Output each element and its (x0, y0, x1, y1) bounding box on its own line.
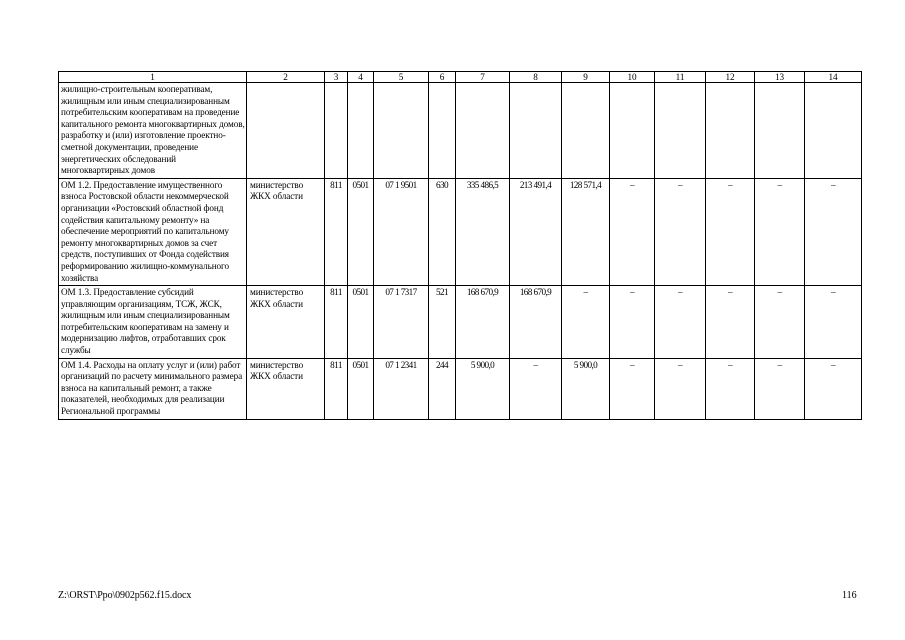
table-cell: – (562, 286, 610, 359)
table-cell: 630 (429, 178, 456, 285)
table-cell (805, 83, 862, 179)
column-header: 10 (610, 72, 655, 83)
column-header: 5 (374, 72, 429, 83)
table-cell: – (610, 358, 655, 419)
table-cell (755, 83, 805, 179)
table-cell: – (655, 178, 706, 285)
column-header: 11 (655, 72, 706, 83)
table-cell: 0501 (348, 178, 374, 285)
column-header: 14 (805, 72, 862, 83)
table-cell: – (755, 358, 805, 419)
responsible-executor: министерство ЖКХ области (247, 358, 325, 419)
column-header: 13 (755, 72, 805, 83)
column-header: 4 (348, 72, 374, 83)
table-cell: 811 (325, 358, 348, 419)
table-cell: – (805, 358, 862, 419)
column-header: 9 (562, 72, 610, 83)
table-cell (562, 83, 610, 179)
table-cell: 811 (325, 286, 348, 359)
table-row (59, 178, 862, 285)
file-path: Z:\ORST\Ppo\0902p562.f15.docx (58, 590, 192, 601)
table-cell: – (755, 286, 805, 359)
table-cell: – (706, 286, 755, 359)
table-cell (348, 83, 374, 179)
table-cell: – (655, 358, 706, 419)
table-cell: – (755, 178, 805, 285)
measure-description: ОМ 1.4. Расходы на оплату услуг и (или) работ организаций по расчету минимального размера взноса на капитальный ремонт, а также показателей, необходимых для реализации Региональной программы (59, 358, 247, 419)
table-cell: 07 1 7317 (374, 286, 429, 359)
table-cell: 0501 (348, 358, 374, 419)
table-cell: 07 1 9501 (374, 178, 429, 285)
measure-description: ОМ 1.2. Предоставление имущественного взноса Ростовской области некоммерческой организации «Ростовский областной фонд содействия капитальному ремонту» на обеспечение мероприятий по капитальному ремонту многоквартирных домов за счет средств, поступивших от Фонда содействия реформированию жилищно-коммунального хозяйства (59, 178, 247, 285)
table-cell: 213 491,4 (510, 178, 562, 285)
table-cell: 07 1 2341 (374, 358, 429, 419)
budget-table (58, 71, 862, 420)
table-cell: – (706, 178, 755, 285)
table-cell: – (805, 286, 862, 359)
table-row (59, 358, 862, 419)
table-cell: – (610, 178, 655, 285)
column-header: 2 (247, 72, 325, 83)
table-cell (655, 83, 706, 179)
table-cell (325, 83, 348, 179)
responsible-executor: министерство ЖКХ области (247, 286, 325, 359)
column-header: 6 (429, 72, 456, 83)
table-cell (456, 83, 510, 179)
table-cell (429, 83, 456, 179)
page-number: 116 (842, 590, 857, 601)
table-cell (610, 83, 655, 179)
table-cell: – (610, 286, 655, 359)
table-cell: 811 (325, 178, 348, 285)
responsible-executor: министерство ЖКХ области (247, 178, 325, 285)
table-row (59, 83, 862, 179)
table-row (59, 286, 862, 359)
responsible-executor (247, 83, 325, 179)
table-cell: 168 670,9 (456, 286, 510, 359)
table-cell: 244 (429, 358, 456, 419)
table-cell (706, 83, 755, 179)
column-header: 3 (325, 72, 348, 83)
table-cell: – (706, 358, 755, 419)
measure-description: жилищно-строительным кооперативам, жилищным или иным специализированным потребительским кооперативам на проведение капитального ремонта многоквартирных домов, разработку и (или) изготовление проектно-сметной документации, проведение энергетических обследований многоквартирных домов (59, 83, 247, 179)
column-header: 7 (456, 72, 510, 83)
table-cell: 335 486,5 (456, 178, 510, 285)
column-header: 8 (510, 72, 562, 83)
column-header: 12 (706, 72, 755, 83)
table-body (59, 72, 862, 420)
header-row (59, 72, 862, 83)
table-cell: 521 (429, 286, 456, 359)
table-cell: 0501 (348, 286, 374, 359)
measure-description: ОМ 1.3. Предоставление субсидий управляющим организациям, ТСЖ, ЖСК, жилищным или иным специализированным потребительским кооперативам на замену и модернизацию лифтов, отработавших срок службы (59, 286, 247, 359)
column-header: 1 (59, 72, 247, 83)
table-cell: – (805, 178, 862, 285)
table-cell: 5 900,0 (456, 358, 510, 419)
table-cell: – (510, 358, 562, 419)
table-cell: – (655, 286, 706, 359)
table-cell: 5 900,0 (562, 358, 610, 419)
table-cell: 128 571,4 (562, 178, 610, 285)
table-cell (510, 83, 562, 179)
table-cell (374, 83, 429, 179)
table-cell: 168 670,9 (510, 286, 562, 359)
